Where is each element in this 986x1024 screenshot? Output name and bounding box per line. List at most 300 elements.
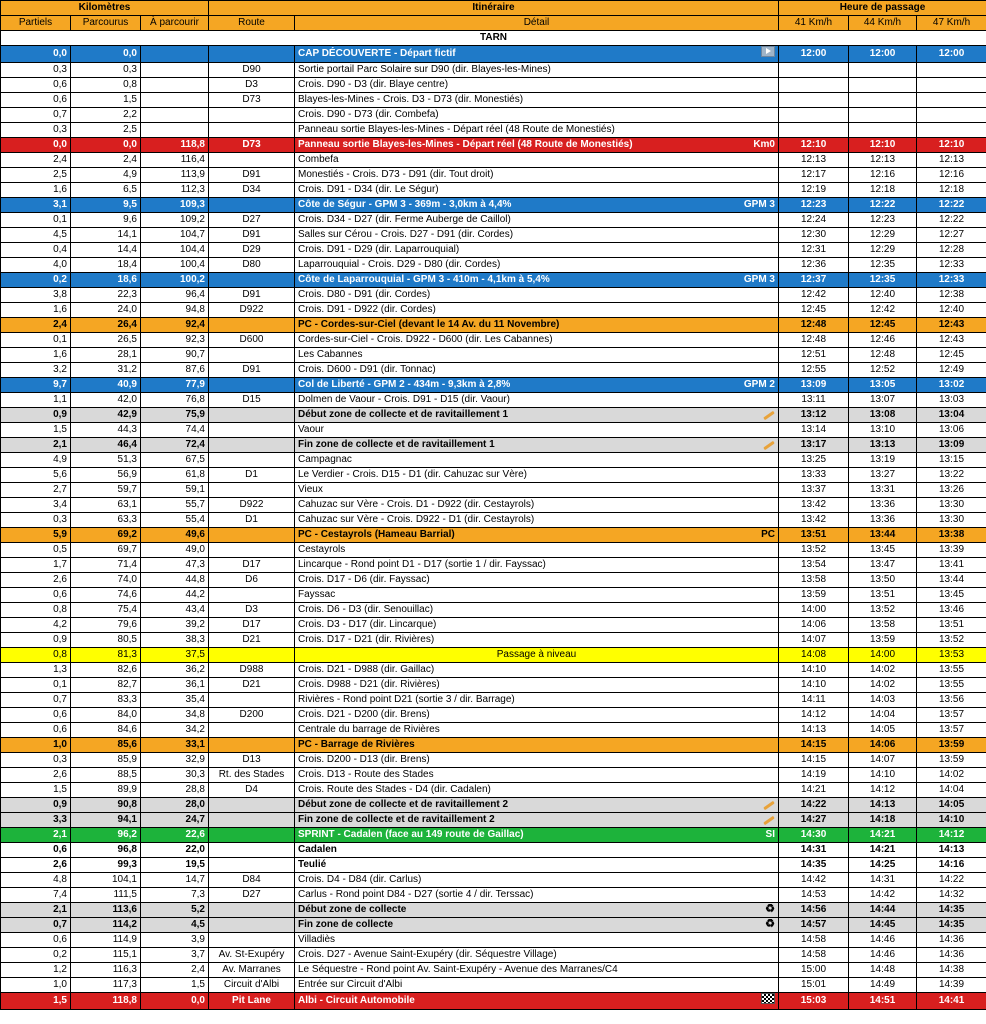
cell-partiels: 4,2: [1, 618, 71, 633]
detail-text: Rivières - Rond point D21 (sortie 3 / dir. Barrage): [298, 694, 515, 705]
detail-text: PC - Cestayrols (Hameau Barrial): [298, 529, 455, 540]
detail-text: Centrale du barrage de Rivières: [298, 724, 440, 735]
cell-a-parcourir: 75,9: [141, 408, 209, 423]
cell-partiels: 0,9: [1, 408, 71, 423]
cell-time-3: 13:06: [917, 423, 986, 438]
detail-text: Combefa: [298, 154, 339, 165]
cell-time-3: 13:15: [917, 453, 986, 468]
cell-time-2: 13:05: [849, 378, 917, 393]
cell-route: [209, 318, 295, 333]
cell-parcourus: 89,9: [71, 783, 141, 798]
cell-route: [209, 933, 295, 948]
cell-parcourus: 46,4: [71, 438, 141, 453]
km-group-header: Kilomètres: [1, 1, 209, 16]
detail-text: Carlus - Rond point D84 - D27 (sortie 4 / dir. Terssac): [298, 889, 534, 900]
time-group-header: Heure de passage: [779, 1, 986, 16]
cell-detail: [295, 168, 779, 183]
cell-parcourus: 56,9: [71, 468, 141, 483]
cell-time-1: 12:36: [779, 258, 849, 273]
cell-partiels: 0,2: [1, 948, 71, 963]
cell-parcourus: 6,5: [71, 183, 141, 198]
cell-a-parcourir: 92,3: [141, 333, 209, 348]
cell-partiels: 0,1: [1, 213, 71, 228]
table-row: [1, 903, 986, 918]
cell-time-2: 12:46: [849, 333, 917, 348]
cell-parcourus: 104,1: [71, 873, 141, 888]
cell-time-2: 12:00: [849, 46, 917, 63]
table-row: [1, 423, 986, 438]
cell-partiels: 2,6: [1, 573, 71, 588]
cell-parcourus: 88,5: [71, 768, 141, 783]
cell-time-3: [917, 78, 986, 93]
table-row: [1, 183, 986, 198]
cell-partiels: 2,5: [1, 168, 71, 183]
cell-detail: [295, 993, 779, 1010]
cell-partiels: 1,6: [1, 303, 71, 318]
cell-partiels: 3,1: [1, 198, 71, 213]
cell-time-2: 12:22: [849, 198, 917, 213]
cell-time-1: 14:58: [779, 933, 849, 948]
cell-detail: [295, 438, 779, 453]
cell-time-3: 13:38: [917, 528, 986, 543]
cell-partiels: 0,5: [1, 543, 71, 558]
cell-detail: [295, 783, 779, 798]
cell-parcourus: 82,6: [71, 663, 141, 678]
table-row: [1, 498, 986, 513]
cell-route: [209, 588, 295, 603]
table-row: [1, 138, 986, 153]
pencil-icon: [763, 441, 775, 450]
cell-route: [209, 903, 295, 918]
detail-text: Col de Liberté - GPM 2 - 434m - 9,3km à 2,8%: [298, 379, 511, 390]
cell-partiels: 5,6: [1, 468, 71, 483]
cell-time-1: 14:11: [779, 693, 849, 708]
table-row: [1, 63, 986, 78]
table-row: [1, 46, 986, 63]
detail-tag: Km0: [753, 139, 775, 150]
cell-time-2: 12:23: [849, 213, 917, 228]
cell-route: D27: [209, 888, 295, 903]
table-row: [1, 78, 986, 93]
cell-time-3: 13:30: [917, 498, 986, 513]
cell-partiels: 0,3: [1, 753, 71, 768]
detail-text: Fin zone de collecte: [298, 919, 394, 930]
col-a-parcourir: À parcourir: [141, 16, 209, 31]
cell-detail: [295, 243, 779, 258]
cell-time-1: 14:31: [779, 843, 849, 858]
cell-time-1: 15:03: [779, 993, 849, 1010]
cell-a-parcourir: 19,5: [141, 858, 209, 873]
table-row: [1, 243, 986, 258]
cell-time-1: 13:42: [779, 513, 849, 528]
table-row: [1, 333, 986, 348]
cell-time-2: 13:44: [849, 528, 917, 543]
cell-time-1: 12:30: [779, 228, 849, 243]
detail-text: Salles sur Cérou - Crois. D27 - D91 (dir. Cordes): [298, 229, 514, 240]
cell-partiels: 1,1: [1, 393, 71, 408]
cell-time-3: 14:32: [917, 888, 986, 903]
cell-route: [209, 798, 295, 813]
cell-detail: [295, 393, 779, 408]
cell-a-parcourir: 33,1: [141, 738, 209, 753]
cell-detail: [295, 123, 779, 138]
col-speed-44: 44 Km/h: [849, 16, 917, 31]
cell-time-2: 12:42: [849, 303, 917, 318]
cell-a-parcourir: 14,7: [141, 873, 209, 888]
detail-text: Sortie portail Parc Solaire sur D90 (dir. Blayes-les-Mines): [298, 64, 551, 75]
cell-time-2: [849, 108, 917, 123]
cell-route: [209, 693, 295, 708]
cell-partiels: 2,6: [1, 768, 71, 783]
cell-time-2: 13:10: [849, 423, 917, 438]
cell-time-2: 14:00: [849, 648, 917, 663]
detail-text: Crois. D90 - D73 (dir. Combefa): [298, 109, 439, 120]
cell-detail: [295, 753, 779, 768]
table-row: [1, 288, 986, 303]
table-row: [1, 813, 986, 828]
table-row: [1, 963, 986, 978]
cell-a-parcourir: 118,8: [141, 138, 209, 153]
detail-text: Crois. D21 - D988 (dir. Gaillac): [298, 664, 435, 675]
cell-time-1: 13:33: [779, 468, 849, 483]
cell-a-parcourir: 36,1: [141, 678, 209, 693]
cell-time-2: 13:31: [849, 483, 917, 498]
table-row: [1, 783, 986, 798]
cell-partiels: 0,0: [1, 138, 71, 153]
detail-text: Crois. D91 - D922 (dir. Cordes): [298, 304, 436, 315]
cell-detail: [295, 483, 779, 498]
cell-time-3: [917, 123, 986, 138]
cell-time-2: 14:25: [849, 858, 917, 873]
cell-route: D922: [209, 303, 295, 318]
cell-time-2: 14:48: [849, 963, 917, 978]
cell-detail: [295, 843, 779, 858]
cell-detail: [295, 288, 779, 303]
table-row: [1, 843, 986, 858]
detail-text: Crois. D90 - D3 (dir. Blaye centre): [298, 79, 449, 90]
cell-partiels: 0,6: [1, 933, 71, 948]
table-row: [1, 918, 986, 933]
cell-time-3: 13:02: [917, 378, 986, 393]
cell-time-3: 13:04: [917, 408, 986, 423]
cell-detail: [295, 183, 779, 198]
cell-detail: [295, 63, 779, 78]
cell-time-1: 14:42: [779, 873, 849, 888]
cell-time-1: 14:06: [779, 618, 849, 633]
cell-time-3: 13:03: [917, 393, 986, 408]
table-row: [1, 318, 986, 333]
cell-detail: [295, 603, 779, 618]
cell-a-parcourir: 112,3: [141, 183, 209, 198]
cell-a-parcourir: 61,8: [141, 468, 209, 483]
cell-a-parcourir: 30,3: [141, 768, 209, 783]
cell-time-3: [917, 93, 986, 108]
cell-time-3: 13:53: [917, 648, 986, 663]
cell-time-3: 14:02: [917, 768, 986, 783]
cell-time-1: 13:14: [779, 423, 849, 438]
cell-time-2: 13:08: [849, 408, 917, 423]
cell-time-3: 13:41: [917, 558, 986, 573]
cell-a-parcourir: 1,5: [141, 978, 209, 993]
cell-time-1: 13:17: [779, 438, 849, 453]
cell-detail: [295, 543, 779, 558]
cell-time-2: 12:45: [849, 318, 917, 333]
detail-text: Le Séquestre - Rond point Av. Saint-Exupéry - Avenue des Marranes/C4: [298, 964, 618, 975]
detail-text: Cestayrols: [298, 544, 346, 555]
cell-route: [209, 153, 295, 168]
cell-time-1: 12:55: [779, 363, 849, 378]
cell-a-parcourir: [141, 93, 209, 108]
cell-time-3: 12:10: [917, 138, 986, 153]
cell-route: [209, 843, 295, 858]
detail-tag: SI: [765, 829, 775, 840]
detail-text: Côte de Laparrouquial - GPM 3 - 410m - 4,1km à 5,4%: [298, 274, 550, 285]
cell-parcourus: 85,9: [71, 753, 141, 768]
cell-parcourus: 22,3: [71, 288, 141, 303]
cell-route: [209, 108, 295, 123]
cell-detail: [295, 46, 779, 63]
cell-time-1: 14:10: [779, 663, 849, 678]
cell-partiels: 0,8: [1, 603, 71, 618]
cell-partiels: 0,6: [1, 708, 71, 723]
cell-partiels: 0,6: [1, 843, 71, 858]
detail-text: Crois. D988 - D21 (dir. Rivières): [298, 679, 440, 690]
cell-time-3: 14:12: [917, 828, 986, 843]
cell-parcourus: 74,6: [71, 588, 141, 603]
table-row: [1, 513, 986, 528]
cell-time-1: 15:01: [779, 978, 849, 993]
detail-text: Fayssac: [298, 589, 336, 600]
pencil-icon: [763, 411, 775, 420]
cell-detail: [295, 303, 779, 318]
cell-parcourus: 99,3: [71, 858, 141, 873]
cell-parcourus: 113,6: [71, 903, 141, 918]
cell-parcourus: 44,3: [71, 423, 141, 438]
cell-a-parcourir: 55,4: [141, 513, 209, 528]
cell-time-1: 14:07: [779, 633, 849, 648]
cell-parcourus: 85,6: [71, 738, 141, 753]
cell-time-3: [917, 63, 986, 78]
table-row: [1, 228, 986, 243]
cell-parcourus: 4,9: [71, 168, 141, 183]
cell-parcourus: 2,4: [71, 153, 141, 168]
table-row: [1, 198, 986, 213]
table-row: [1, 633, 986, 648]
cell-route: [209, 408, 295, 423]
cell-a-parcourir: 100,2: [141, 273, 209, 288]
cell-detail: [295, 903, 779, 918]
cell-time-1: 12:51: [779, 348, 849, 363]
cell-a-parcourir: 24,7: [141, 813, 209, 828]
cell-partiels: 0,3: [1, 123, 71, 138]
cell-time-2: 12:35: [849, 258, 917, 273]
cell-detail: [295, 363, 779, 378]
cell-partiels: 0,4: [1, 243, 71, 258]
pencil-icon: [763, 801, 775, 810]
col-parcourus: Parcourus: [71, 16, 141, 31]
cell-time-2: 12:40: [849, 288, 917, 303]
pencil-icon: [763, 816, 775, 825]
cell-route: [209, 918, 295, 933]
cell-time-3: 12:38: [917, 288, 986, 303]
cell-detail: [295, 423, 779, 438]
cell-partiels: 4,9: [1, 453, 71, 468]
cell-route: D600: [209, 333, 295, 348]
cell-a-parcourir: 28,0: [141, 798, 209, 813]
cell-detail: [295, 618, 779, 633]
table-row: [1, 303, 986, 318]
cell-time-1: 15:00: [779, 963, 849, 978]
cell-detail: [295, 78, 779, 93]
cell-time-1: 13:59: [779, 588, 849, 603]
cell-time-2: 13:07: [849, 393, 917, 408]
col-detail: Détail: [295, 16, 779, 31]
cell-parcourus: 84,6: [71, 723, 141, 738]
cell-a-parcourir: 38,3: [141, 633, 209, 648]
cell-time-3: 13:44: [917, 573, 986, 588]
cell-parcourus: 1,5: [71, 93, 141, 108]
cell-partiels: 0,9: [1, 798, 71, 813]
cell-time-2: 13:19: [849, 453, 917, 468]
cell-partiels: 0,2: [1, 273, 71, 288]
table-row: [1, 663, 986, 678]
cell-time-3: 12:28: [917, 243, 986, 258]
cell-time-1: 14:35: [779, 858, 849, 873]
cell-time-3: 14:22: [917, 873, 986, 888]
cell-a-parcourir: 100,4: [141, 258, 209, 273]
cell-detail: [295, 798, 779, 813]
detail-text: Albi - Circuit Automobile: [298, 995, 415, 1006]
table-row: [1, 348, 986, 363]
cell-parcourus: 31,2: [71, 363, 141, 378]
cell-detail: [295, 198, 779, 213]
cell-partiels: 1,5: [1, 783, 71, 798]
cell-time-2: 13:47: [849, 558, 917, 573]
cell-route: D15: [209, 393, 295, 408]
cell-parcourus: 94,1: [71, 813, 141, 828]
cell-time-3: 13:22: [917, 468, 986, 483]
cell-partiels: 1,5: [1, 423, 71, 438]
cell-route: [209, 648, 295, 663]
detail-text: Crois. D13 - Route des Stades: [298, 769, 434, 780]
cell-parcourus: 116,3: [71, 963, 141, 978]
detail-text: Le Verdier - Crois. D15 - D1 (dir. Cahuzac sur Vère): [298, 469, 527, 480]
table-row: [1, 168, 986, 183]
cell-a-parcourir: 32,9: [141, 753, 209, 768]
cell-detail: [295, 528, 779, 543]
cell-a-parcourir: 94,8: [141, 303, 209, 318]
cell-detail: [295, 693, 779, 708]
cell-route: [209, 828, 295, 843]
cell-parcourus: 63,1: [71, 498, 141, 513]
cell-parcourus: 18,6: [71, 273, 141, 288]
cell-partiels: 2,7: [1, 483, 71, 498]
detail-text: Blayes-les-Mines - Crois. D3 - D73 (dir. Monestiés): [298, 94, 524, 105]
cell-partiels: 7,4: [1, 888, 71, 903]
cell-time-2: 14:13: [849, 798, 917, 813]
cell-route: D91: [209, 363, 295, 378]
cell-time-2: 14:18: [849, 813, 917, 828]
cell-a-parcourir: 37,5: [141, 648, 209, 663]
cell-a-parcourir: 34,2: [141, 723, 209, 738]
cell-time-3: 13:30: [917, 513, 986, 528]
cell-time-2: 13:36: [849, 498, 917, 513]
detail-text: CAP DÉCOUVERTE - Départ fictif: [298, 48, 456, 59]
cell-time-3: 14:35: [917, 918, 986, 933]
cell-time-3: 14:35: [917, 903, 986, 918]
recycle-icon: ♻: [765, 903, 775, 915]
cell-detail: [295, 648, 779, 663]
detail-text: PC - Barrage de Rivières: [298, 739, 415, 750]
cell-partiels: 0,7: [1, 693, 71, 708]
cell-partiels: 0,6: [1, 93, 71, 108]
cell-detail: [295, 918, 779, 933]
table-row: [1, 123, 986, 138]
cell-a-parcourir: 2,4: [141, 963, 209, 978]
cell-time-1: [779, 93, 849, 108]
cell-route: D6: [209, 573, 295, 588]
col-speed-47: 47 Km/h: [917, 16, 986, 31]
detail-text: Monestiés - Crois. D73 - D91 (dir. Tout droit): [298, 169, 494, 180]
cell-parcourus: 80,5: [71, 633, 141, 648]
cell-partiels: 1,0: [1, 978, 71, 993]
cell-parcourus: 115,1: [71, 948, 141, 963]
cell-time-2: 14:42: [849, 888, 917, 903]
cell-time-3: 14:39: [917, 978, 986, 993]
cell-a-parcourir: 109,3: [141, 198, 209, 213]
cell-time-1: 12:17: [779, 168, 849, 183]
cell-detail: [295, 153, 779, 168]
cell-route: D27: [209, 213, 295, 228]
cell-time-3: 13:56: [917, 693, 986, 708]
cell-time-2: 12:29: [849, 228, 917, 243]
detail-text: Cahuzac sur Vère - Crois. D922 - D1 (dir. Cestayrols): [298, 514, 535, 525]
cell-a-parcourir: [141, 108, 209, 123]
cell-parcourus: 90,8: [71, 798, 141, 813]
cell-route: D21: [209, 678, 295, 693]
recycle-icon: ♻: [765, 918, 775, 930]
cell-a-parcourir: 87,6: [141, 363, 209, 378]
cell-detail: [295, 138, 779, 153]
cell-partiels: 5,9: [1, 528, 71, 543]
cell-time-1: 12:37: [779, 273, 849, 288]
detail-text: Début zone de collecte et de ravitaillement 2: [298, 799, 509, 810]
cell-time-1: 13:54: [779, 558, 849, 573]
cell-a-parcourir: 76,8: [141, 393, 209, 408]
cell-a-parcourir: 43,4: [141, 603, 209, 618]
detail-text: Côte de Ségur - GPM 3 - 369m - 3,0km à 4,4%: [298, 199, 512, 210]
cell-partiels: 0,1: [1, 333, 71, 348]
cell-partiels: 4,0: [1, 258, 71, 273]
cell-parcourus: 0,0: [71, 138, 141, 153]
detail-text: Crois. D21 - D200 (dir. Brens): [298, 709, 430, 720]
cell-route: D91: [209, 228, 295, 243]
cell-partiels: 1,5: [1, 993, 71, 1010]
cell-route: D84: [209, 873, 295, 888]
detail-text: Fin zone de collecte et de ravitaillement 2: [298, 814, 495, 825]
cell-route: [209, 813, 295, 828]
cell-partiels: 1,6: [1, 348, 71, 363]
itinerary-body: [1, 31, 986, 1010]
cell-detail: [295, 258, 779, 273]
detail-text: Début zone de collecte et de ravitaillement 1: [298, 409, 509, 420]
cell-time-2: 14:21: [849, 828, 917, 843]
detail-text: Villadiès: [298, 934, 336, 945]
cell-a-parcourir: 92,4: [141, 318, 209, 333]
table-row: [1, 888, 986, 903]
cell-time-1: 13:58: [779, 573, 849, 588]
cell-time-3: 12:22: [917, 198, 986, 213]
